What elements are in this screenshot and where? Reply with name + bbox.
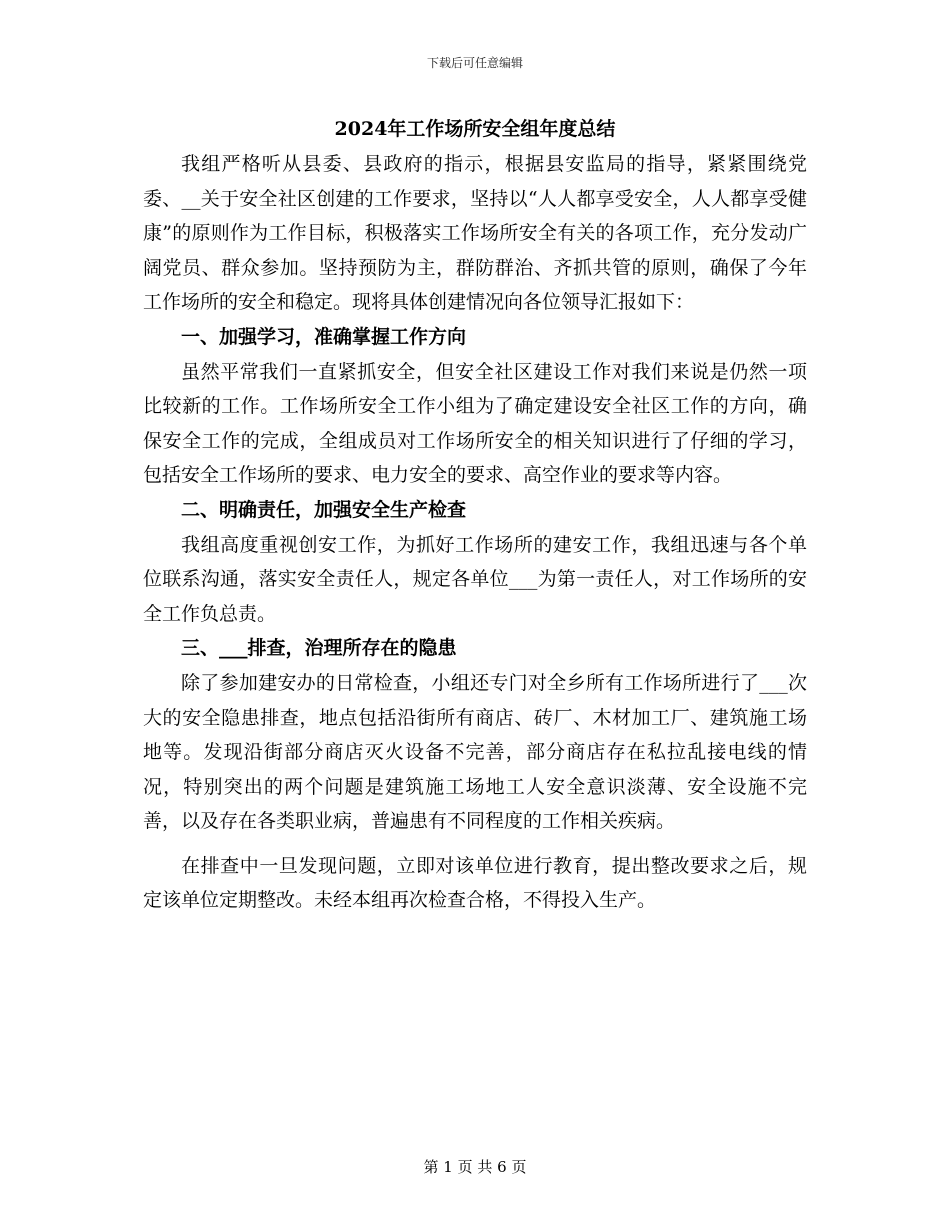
document-title: 2024年工作场所安全组年度总结: [334, 118, 616, 140]
intro-paragraph: 我组严格听从县委、县政府的指示，根据县安监局的指导，紧紧围绕党委、__关于安全社区创建的工作要求，坚持以“人人都享受安全，人人都享受健康”的原则作为工作目标，积极落实工作场所安全有关的各项工作，充分发动广阔党员、群众参加。坚持预防为主，群防群治、齐抓共管的原则，确保了今年工作场所的安全和稳定。现将具体创建情况向各位领导汇报如下：: [143, 153, 807, 314]
section-2-paragraph-1: 我组高度重视创安工作，为抓好工作场所的建安工作，我组迅速与各个单位联系沟通，落实安全责任人，规定各单位___为第一责任人，对工作场所的安全工作负总责。: [143, 533, 807, 625]
header-note: 下载后可任意编辑: [426, 56, 523, 70]
section-heading-3: 三、___排查，治理所存在的隐患: [181, 637, 457, 660]
section-heading-1: 一、加强学习，准确掌握工作方向: [181, 325, 467, 348]
paragraph-gap: [143, 839, 807, 849]
section-3-paragraph-1: 除了参加建安办的日常检查，小组还专门对全乡所有工作场所进行了___次大的安全隐患排查，地点包括沿街所有商店、砖厂、木材加工厂、建筑施工场地等。发现沿街部分商店灭火设备不完善，部分商店存在私拉乱接电线的情况，特别突出的两个问题是建筑施工场地工人安全意识淡薄、安全设施不完善，以及存在各类职业病，普遍患有不同程度的工作相关疾病。: [143, 671, 807, 833]
document-body: [143, 147, 807, 918]
page-footer: 第 1 页 共 6 页: [423, 1158, 527, 1176]
section-heading-2: 二、明确责任，加强安全生产检查: [181, 498, 467, 521]
section-1-paragraph-1: 虽然平常我们一直紧抓安全，但安全社区建设工作对我们来说是仍然一项比较新的工作。工作场所安全工作小组为了确定建设安全社区工作的方向，确保安全工作的完成，全组成员对工作场所安全的相关知识进行了仔细的学习，包括安全工作场所的要求、电力安全的要求、高空作业的要求等内容。: [143, 360, 807, 487]
section-3-paragraph-2: 在排查中一旦发现问题，立即对该单位进行教育，提出整改要求之后，规定该单位定期整改。未经本组再次检查合格，不得投入生产。: [143, 854, 807, 912]
